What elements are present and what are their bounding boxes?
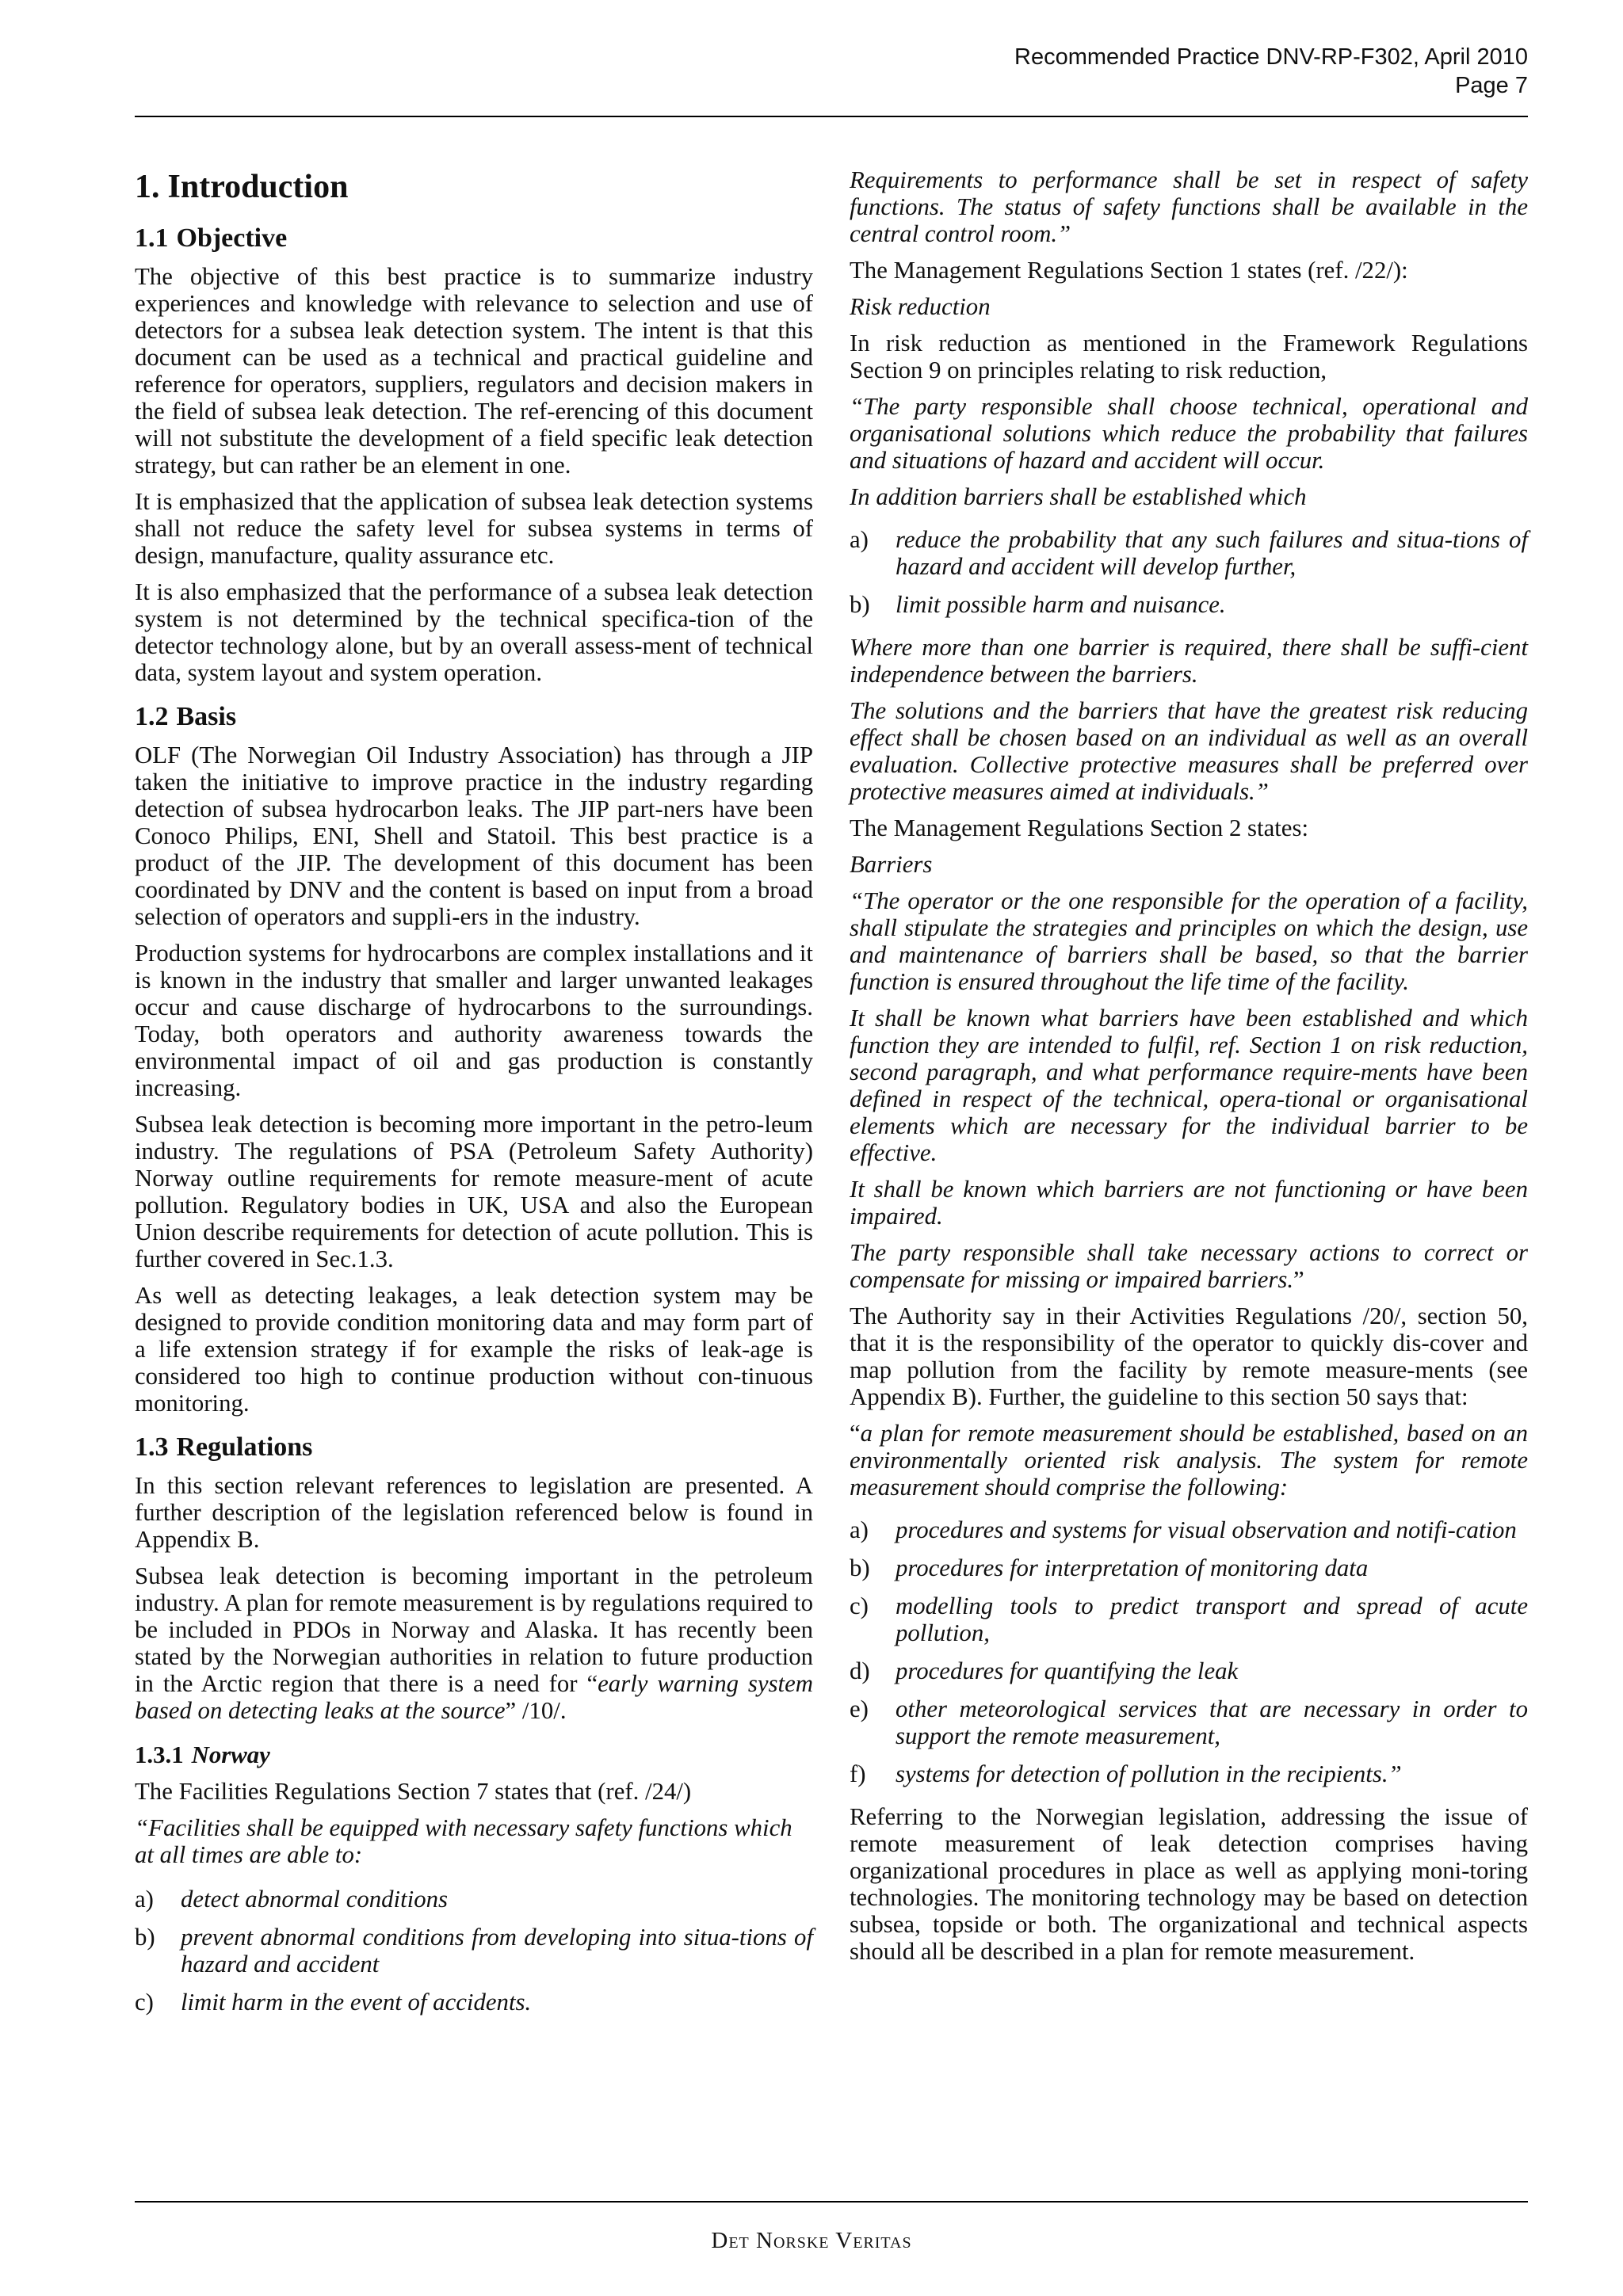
- paragraph: Referring to the Norwegian legislation, addressing the issue of remote measurement of leak detection comprises having organizational procedures in place as well as applying moni-toring technologies. The monitoring technology may be based on detection subsea, topside or both. The organizational and technical aspects should all be described in a plan for remote measurement.: [850, 1803, 1528, 1965]
- list-marker: f): [850, 1760, 866, 1787]
- list-item: [135, 1924, 813, 1978]
- list-text: limit possible harm and nuisance.: [896, 591, 1226, 618]
- left-column: [135, 166, 813, 2031]
- header-text: [1014, 43, 1528, 100]
- list-text: procedures for quantifying the leak: [896, 1657, 1239, 1684]
- list-item: [850, 1554, 1528, 1581]
- text-run: ” /10/.: [505, 1697, 567, 1724]
- list-marker: d): [850, 1657, 870, 1684]
- paragraph: In risk reduction as mentioned in the Framework Regulations Section 9 on principles relating to risk reduction,: [850, 330, 1528, 383]
- paragraph: The Authority say in their Activities Regulations /20/, section 50, that it is the responsibility of the operator to quickly dis-cover and map pollution from the facility by remote measure-ments (see Appendix B). Further, the guideline to this section 50 says that:: [850, 1302, 1528, 1410]
- list-item: [850, 591, 1528, 618]
- text-run: “: [850, 1420, 861, 1447]
- footer-rule: [135, 2201, 1528, 2203]
- page-header: [135, 43, 1528, 117]
- section-1-2-heading: [135, 700, 813, 734]
- section-title: Objective: [176, 223, 288, 253]
- list-text: reduce the probability that any such failures and situa-tions of hazard and accident will develop further,: [896, 526, 1528, 580]
- text-run: Subsea leak detection is becoming important in the petroleum industry. A plan for remote measurement is by regulations required to be included in PDOs in Norway and Alaska. It has recently been stated by the Norwegian authorities in relation to future production in the Arctic region that there is a need for “: [135, 1562, 813, 1697]
- paragraph: Production systems for hydrocarbons are complex installations and it is known in the industry that smaller and larger unwanted leakages occur and cause discharge of hydrocarbons to the surroundings. Today, both operators and authority awareness towards the environmental impact of oil and gas production is constantly increasing.: [135, 940, 813, 1101]
- list-item: [850, 1760, 1528, 1787]
- paragraph: It is also emphasized that the performance of a subsea leak detection system is not determined by the technical specifica-tion of the detector technology alone, but by an overall assess-ment of technical data, system layout and system operation.: [135, 578, 813, 686]
- remote-measurement-list: [850, 1516, 1528, 1787]
- paragraph: It is emphasized that the application of subsea leak detection systems shall not reduce the safety level for subsea systems in terms of design, manufacture, quality assurance etc.: [135, 488, 813, 569]
- section-title: Norway: [191, 1741, 270, 1768]
- list-text: procedures and systems for visual observation and notifi-cation: [896, 1516, 1517, 1543]
- paragraph: As well as detecting leakages, a leak detection system may be designed to provide condition monitoring data and may form part of a life extension strategy if for example the risks of leak-age is considered too high to continue production without con-tinuous monitoring.: [135, 1282, 813, 1417]
- italic-quote: a plan for remote measurement should be established, based on an environmentally oriented risk analysis. The system for remote measurement should comprise the following:: [850, 1420, 1528, 1501]
- list-marker: a): [135, 1886, 154, 1913]
- section-title: Regulations: [176, 1432, 313, 1462]
- list-item: [135, 1989, 813, 2016]
- list-marker: c): [135, 1989, 154, 2016]
- section-number: 1.1: [135, 223, 169, 253]
- list-text: modelling tools to predict transport and spread of acute pollution,: [896, 1592, 1528, 1646]
- quote-paragraph: “Facilities shall be equipped with necessary safety functions which at all times are able to:: [135, 1814, 792, 1868]
- header-page-number: Page 7: [1455, 73, 1528, 98]
- list-item: [850, 1592, 1528, 1646]
- quote-paragraph: [850, 1420, 1528, 1501]
- list-item: [850, 1516, 1528, 1543]
- paragraph: Subsea leak detection is becoming more important in the petro-leum industry. The regulations of PSA (Petroleum Safety Authority) Norway outline requirements for remote measure-ment of acute pollution. Regulatory bodies in UK, USA and also the European Union describe requirements for detection of acute pollution. This is further covered in Sec.1.3.: [135, 1111, 813, 1272]
- list-marker: e): [850, 1695, 869, 1722]
- list-text: limit harm in the event of accidents.: [181, 1989, 532, 2016]
- paragraph: [135, 1562, 813, 1724]
- quote-paragraph: [850, 1239, 1528, 1293]
- list-marker: a): [850, 1516, 869, 1543]
- list-text: prevent abnormal conditions from developing into situa-tions of hazard and accident: [181, 1924, 813, 1978]
- paragraph: The Management Regulations Section 2 states:: [850, 814, 1309, 841]
- section-number: 1.3.1: [135, 1741, 184, 1768]
- quote-paragraph: Requirements to performance shall be set in respect of safety functions. The status of safety functions shall be available in the central control room.”: [850, 166, 1528, 247]
- section-number: 1.2: [135, 702, 169, 731]
- list-text: detect abnormal conditions: [181, 1886, 449, 1913]
- subheading: Risk reduction: [850, 293, 991, 320]
- subheading: Barriers: [850, 851, 933, 878]
- section-1-3-1-heading: [135, 1740, 813, 1770]
- section-number: 1.3: [135, 1432, 169, 1462]
- list-item: [850, 1695, 1528, 1749]
- section-title: Introduction: [167, 169, 349, 205]
- list-marker: a): [850, 526, 869, 553]
- list-text: procedures for interpretation of monitoring data: [896, 1554, 1369, 1581]
- list-marker: b): [135, 1924, 155, 1951]
- list-marker: c): [850, 1592, 869, 1619]
- section-number: 1.: [135, 169, 160, 205]
- safety-functions-list: [135, 1886, 813, 2016]
- quote-paragraph: In addition barriers shall be established which: [850, 483, 1307, 510]
- italic-quote: The party responsible shall take necessary actions to correct or compensate for missing or impaired barriers.: [850, 1239, 1528, 1293]
- list-marker: b): [850, 591, 870, 618]
- italic-quote: early warning system based on detecting leaks at the source: [135, 1670, 813, 1724]
- list-item: [850, 1657, 1528, 1684]
- paragraph: The objective of this best practice is to summarize industry experiences and knowledge with relevance to selection and use of detectors for a subsea leak detection system. The intent is that this document can be used as a technical and practical guideline and reference for operators, suppliers, regulators and decision makers in the field of subsea leak detection. The ref-erencing of this document will not substitute the development of a field specific leak detection strategy, but can rather be an element in one.: [135, 263, 813, 479]
- paragraph: In this section relevant references to legislation are presented. A further description of the legislation referenced below is found in Appendix B.: [135, 1472, 813, 1553]
- quote-paragraph: “The operator or the one responsible for the operation of a facility, shall stipulate the strategies and principles on which the design, use and maintenance of barriers shall be based, so that the barrier function is ensured throughout the life time of the facility.: [850, 887, 1528, 995]
- list-marker: b): [850, 1554, 870, 1581]
- quote-paragraph: Where more than one barrier is required, there shall be suffi-cient independence between the barriers.: [850, 634, 1528, 688]
- list-item: [135, 1886, 813, 1913]
- list-text: other meteorological services that are necessary in order to support the remote measurement,: [896, 1695, 1528, 1749]
- section-1-1-heading: [135, 222, 813, 255]
- quote-paragraph: “The party responsible shall choose technical, operational and organisational solutions which reduce the probability that failures and situations of hazard and accident will occur.: [850, 393, 1528, 474]
- text-run: ”: [1293, 1266, 1304, 1293]
- section-1-heading: [135, 166, 813, 208]
- list-text: systems for detection of pollution in the recipients.”: [896, 1760, 1402, 1787]
- header-document-title: Recommended Practice DNV-RP-F302, April 2010: [1014, 44, 1528, 70]
- section-1-3-heading: [135, 1431, 813, 1464]
- list-item: [850, 526, 1528, 580]
- page-footer: Det Norske Veritas: [711, 2228, 912, 2253]
- quote-paragraph: It shall be known which barriers are not functioning or have been impaired.: [850, 1176, 1528, 1230]
- paragraph: The Management Regulations Section 1 states (ref. /22/):: [850, 257, 1408, 284]
- paragraph: OLF (The Norwegian Oil Industry Association) has through a JIP taken the initiative to improve practice in the industry regarding detection of subsea hydrocarbon leaks. The JIP part-ners have been Conoco Philips, ENI, Shell and Statoil. This best practice is a product of the JIP. The development of this document has been coordinated by DNV and the content is based on input from a broad selection of operators and suppli-ers in the industry.: [135, 742, 813, 930]
- quote-paragraph: The solutions and the barriers that have the greatest risk reducing effect shall be chosen based on an individual as well as an overall evaluation. Collective protective measures shall be preferred over protective measures aimed at individuals.”: [850, 697, 1528, 805]
- right-column: [850, 166, 1528, 1974]
- quote-paragraph: It shall be known what barriers have been established and which function they are intended to fulfil, ref. Section 1 on risk reduction, second paragraph, and what performance require-ments have been defined in respect of the technical, opera-tional or organisational elements which are necessary for the individual barrier to be effective.: [850, 1005, 1528, 1166]
- section-title: Basis: [176, 702, 237, 731]
- paragraph: The Facilities Regulations Section 7 states that (ref. /24/): [135, 1778, 692, 1805]
- barriers-list: [850, 526, 1528, 618]
